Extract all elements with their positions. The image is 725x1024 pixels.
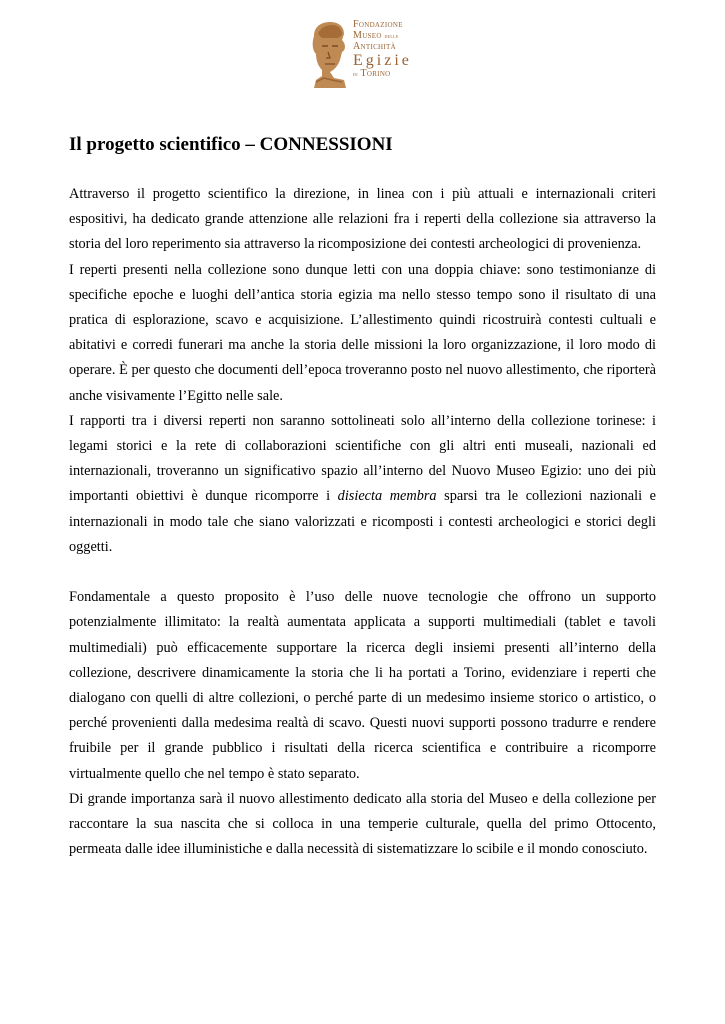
page-title: Il progetto scientifico – CONNESSIONI: [69, 134, 393, 155]
logo-line-3: Antichità: [353, 41, 396, 52]
pharaoh-head-icon: [308, 20, 350, 90]
museum-logo: [306, 16, 422, 92]
italic-term: disiecta membra: [337, 488, 437, 505]
logo-line-4: Egizie: [353, 52, 412, 69]
paragraph-1: Attraverso il progetto scientifico la direzione, in linea con i più attuali e internazionali criteri espositivi, ha dedicato grande attenzione alle relazioni fra i reperti della collezione sia attraverso la storia del loro reperimento sia attraverso la ricomposizione dei contesti archeologici di provenienza.: [69, 186, 656, 253]
document-body: [69, 182, 656, 862]
paragraph-2: I reperti presenti nella collezione sono dunque letti con una doppia chiave: sono testimonianze di specifiche epoche e luoghi dell’antica storia egizia ma nello stesso tempo sono il risultato di una pratica di esplorazione, scavo e acquisizione. L’allestimento quindi ricostruirà contesti cultuali e abitativi e corredi funerari ma anche la storia delle missioni la loro organizzazione, il loro modo di operare. È per questo che documenti dell’epoca troveranno posto nel nuovo allestimento, che riporterà anche visivamente l’Egitto nelle sale.: [69, 261, 656, 404]
paragraph-3: I rapporti tra i diversi reperti non saranno sottolineati solo all’interno della collezione torinese: i legami storici e la rete di collaborazioni scientifiche con gli altri enti museali, nazionali ed internazionali, troveranno un significativo spazio all’interno del Nuovo Museo Egizio: uno dei più importanti obiettivi è dunque ricomporre i disiecta membra sparsi tra le collezioni nazionali e internazionali in modo tale che siano valorizzati e ricomposti i contesti archeologici e storici degli oggetti.: [69, 412, 656, 555]
paragraph-5: Di grande importanza sarà il nuovo allestimento dedicato alla storia del Museo e della collezione per raccontare la sua nascita che si colloca in una temperie culturale, quella del primo Ottocento, permeata dalle idee illuministiche e dalla necessità di sistematizzare lo scibile e il mondo conosciuto.: [69, 790, 656, 858]
logo-line-5: di Torino: [353, 68, 391, 79]
paragraph-4: Fondamentale a questo proposito è l’uso delle nuove tecnologie che offrono un supporto potenzialmente illimitato: la realtà aumentata applicata a supporti multimediali (tablet e tavoli multimediali) può efficacemente supportare la ricerca degli insiemi presenti all’interno della collezione, descrivere dinamicamente la storia che li ha portati a Torino, evidenziare i reperti che dialogano con quelli di altre collezioni, o perché parte di un medesimo insieme storico o artistico, o perché provenienti dalla medesima realtà di scavo. Questi nuovi supporti possono tradurre e rendere fruibile per il grande pubblico i risultati della ricerca scientifica e contribuire a ricomporre virtualmente quello che nel tempo è stato separato.: [69, 589, 656, 782]
logo-line-1: Fondazione: [353, 19, 403, 30]
logo-wordmark: [353, 20, 412, 80]
logo-line-2: Museo delle: [353, 30, 399, 41]
